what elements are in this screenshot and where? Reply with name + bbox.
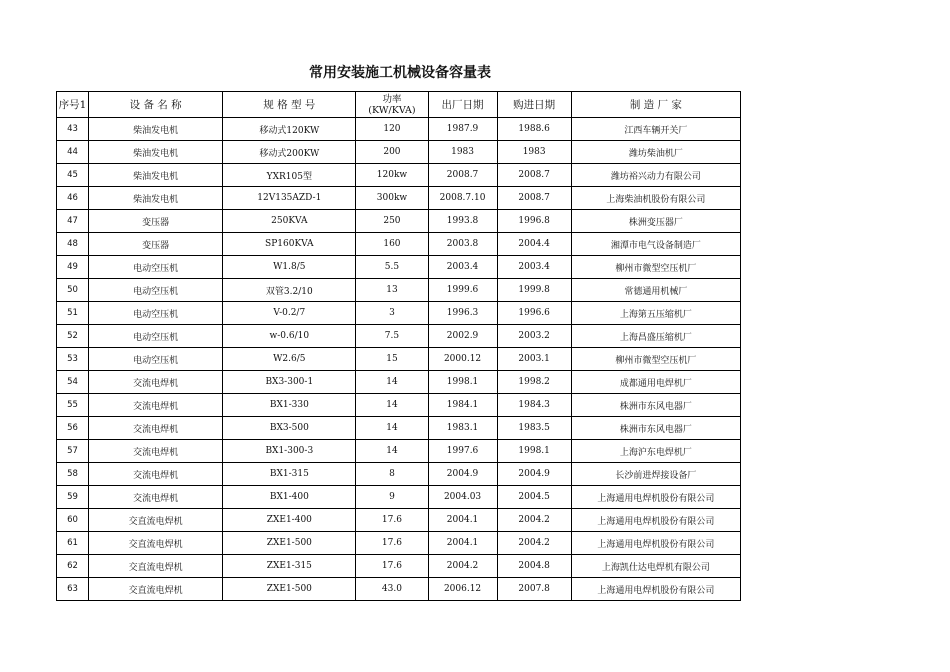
cell-model: 12V135AZD-1 (223, 187, 356, 210)
cell-buy-date: 2004.2 (497, 509, 571, 532)
cell-maker: 上海昌盛压缩机厂 (571, 325, 740, 348)
cell-mfg-date: 2003.4 (428, 256, 497, 279)
cell-power: 17.6 (356, 555, 428, 578)
cell-power: 3 (356, 302, 428, 325)
cell-seq: 59 (57, 486, 89, 509)
cell-mfg-date: 1996.3 (428, 302, 497, 325)
cell-model: ZXE1-500 (223, 578, 356, 601)
cell-maker: 株洲市东风电器厂 (571, 417, 740, 440)
cell-maker: 柳州市微型空压机厂 (571, 348, 740, 371)
table-row (57, 187, 741, 210)
cell-maker: 株洲市东风电器厂 (571, 394, 740, 417)
cell-power: 120 (356, 118, 428, 141)
cell-name: 电动空压机 (89, 348, 223, 371)
table-row (57, 279, 741, 302)
table-header-row (57, 92, 741, 118)
cell-maker: 成都通用电焊机厂 (571, 371, 740, 394)
table-row (57, 164, 741, 187)
cell-buy-date: 2004.2 (497, 532, 571, 555)
cell-mfg-date: 2006.12 (428, 578, 497, 601)
cell-power: 160 (356, 233, 428, 256)
cell-seq: 48 (57, 233, 89, 256)
cell-model: YXR105型 (223, 164, 356, 187)
cell-model: SP160KVA (223, 233, 356, 256)
cell-mfg-date: 1998.1 (428, 371, 497, 394)
cell-seq: 46 (57, 187, 89, 210)
cell-buy-date: 2003.2 (497, 325, 571, 348)
table-row (57, 233, 741, 256)
cell-mfg-date: 2002.9 (428, 325, 497, 348)
cell-mfg-date: 2000.12 (428, 348, 497, 371)
cell-name: 交流电焊机 (89, 463, 223, 486)
cell-buy-date: 2004.9 (497, 463, 571, 486)
cell-model: 移动式120KW (223, 118, 356, 141)
header-seq: 序号1 (57, 92, 89, 118)
cell-name: 电动空压机 (89, 325, 223, 348)
cell-maker: 上海通用电焊机股份有限公司 (571, 532, 740, 555)
header-name: 设 备 名 称 (89, 92, 223, 118)
cell-seq: 61 (57, 532, 89, 555)
header-buy-date: 购进日期 (497, 92, 571, 118)
cell-name: 交直流电焊机 (89, 555, 223, 578)
cell-model: BX1-300-3 (223, 440, 356, 463)
cell-power: 13 (356, 279, 428, 302)
cell-name: 变压器 (89, 210, 223, 233)
header-mfg-date: 出厂日期 (428, 92, 497, 118)
cell-seq: 45 (57, 164, 89, 187)
table-row (57, 302, 741, 325)
cell-maker: 江西车辆开关厂 (571, 118, 740, 141)
cell-power: 250 (356, 210, 428, 233)
cell-power: 43.0 (356, 578, 428, 601)
cell-mfg-date: 1983.1 (428, 417, 497, 440)
cell-name: 电动空压机 (89, 279, 223, 302)
cell-maker: 常德通用机械厂 (571, 279, 740, 302)
header-maker: 制 造 厂 家 (571, 92, 740, 118)
page-title: 常用安装施工机械设备容量表 (309, 65, 491, 81)
cell-mfg-date: 2004.1 (428, 509, 497, 532)
cell-mfg-date: 1997.6 (428, 440, 497, 463)
table-row (57, 210, 741, 233)
cell-mfg-date: 2004.03 (428, 486, 497, 509)
cell-buy-date: 1996.8 (497, 210, 571, 233)
cell-seq: 47 (57, 210, 89, 233)
cell-seq: 44 (57, 141, 89, 164)
cell-buy-date: 2008.7 (497, 187, 571, 210)
cell-mfg-date: 2004.9 (428, 463, 497, 486)
cell-maker: 潍坊柴油机厂 (571, 141, 740, 164)
table-row (57, 394, 741, 417)
cell-model: ZXE1-315 (223, 555, 356, 578)
header-power (356, 92, 428, 118)
cell-name: 柴油发电机 (89, 118, 223, 141)
cell-model: ZXE1-500 (223, 532, 356, 555)
cell-seq: 56 (57, 417, 89, 440)
cell-seq: 62 (57, 555, 89, 578)
cell-mfg-date: 2004.1 (428, 532, 497, 555)
cell-buy-date: 2003.4 (497, 256, 571, 279)
table-row (57, 440, 741, 463)
cell-seq: 55 (57, 394, 89, 417)
cell-power: 5.5 (356, 256, 428, 279)
cell-buy-date: 1998.1 (497, 440, 571, 463)
table-row (57, 486, 741, 509)
table-row (57, 463, 741, 486)
cell-seq: 53 (57, 348, 89, 371)
cell-power: 17.6 (356, 509, 428, 532)
cell-power: 14 (356, 440, 428, 463)
table-row (57, 256, 741, 279)
cell-buy-date: 2004.4 (497, 233, 571, 256)
cell-mfg-date: 1983 (428, 141, 497, 164)
table-row (57, 371, 741, 394)
cell-name: 柴油发电机 (89, 164, 223, 187)
cell-maker: 湘潭市电气设备制造厂 (571, 233, 740, 256)
cell-model: BX3-500 (223, 417, 356, 440)
cell-buy-date: 1983 (497, 141, 571, 164)
cell-maker: 上海沪东电焊机厂 (571, 440, 740, 463)
cell-maker: 上海通用电焊机股份有限公司 (571, 578, 740, 601)
cell-seq: 63 (57, 578, 89, 601)
cell-name: 交直流电焊机 (89, 578, 223, 601)
cell-buy-date: 1984.3 (497, 394, 571, 417)
cell-mfg-date: 1984.1 (428, 394, 497, 417)
table-row (57, 532, 741, 555)
header-power-line1: 功率 (382, 93, 402, 105)
cell-power: 14 (356, 394, 428, 417)
cell-mfg-date: 1993.8 (428, 210, 497, 233)
cell-model: 双管3.2/10 (223, 279, 356, 302)
cell-seq: 54 (57, 371, 89, 394)
table-row (57, 578, 741, 601)
cell-power: 17.6 (356, 532, 428, 555)
table-row (57, 417, 741, 440)
cell-mfg-date: 2008.7 (428, 164, 497, 187)
cell-name: 交流电焊机 (89, 394, 223, 417)
cell-mfg-date: 2008.7.10 (428, 187, 497, 210)
cell-maker: 潍坊裕兴动力有限公司 (571, 164, 740, 187)
header-model: 规 格 型 号 (223, 92, 356, 118)
cell-seq: 52 (57, 325, 89, 348)
cell-maker: 上海通用电焊机股份有限公司 (571, 509, 740, 532)
cell-seq: 51 (57, 302, 89, 325)
cell-name: 电动空压机 (89, 256, 223, 279)
cell-name: 交直流电焊机 (89, 509, 223, 532)
cell-buy-date: 2007.8 (497, 578, 571, 601)
cell-power: 15 (356, 348, 428, 371)
cell-mfg-date: 2003.8 (428, 233, 497, 256)
cell-power: 9 (356, 486, 428, 509)
table-row (57, 118, 741, 141)
table-row (57, 348, 741, 371)
cell-power: 200 (356, 141, 428, 164)
cell-name: 柴油发电机 (89, 141, 223, 164)
cell-buy-date: 1988.6 (497, 118, 571, 141)
cell-model: 250KVA (223, 210, 356, 233)
table-row (57, 509, 741, 532)
cell-seq: 58 (57, 463, 89, 486)
cell-maker: 柳州市微型空压机厂 (571, 256, 740, 279)
cell-model: BX1-315 (223, 463, 356, 486)
table-row (57, 555, 741, 578)
cell-model: ZXE1-400 (223, 509, 356, 532)
cell-name: 柴油发电机 (89, 187, 223, 210)
cell-name: 交流电焊机 (89, 440, 223, 463)
cell-buy-date: 2004.8 (497, 555, 571, 578)
cell-maker: 长沙前进焊接设备厂 (571, 463, 740, 486)
cell-model: BX1-400 (223, 486, 356, 509)
cell-mfg-date: 2004.2 (428, 555, 497, 578)
cell-mfg-date: 1999.6 (428, 279, 497, 302)
cell-maker: 上海第五压缩机厂 (571, 302, 740, 325)
cell-maker: 上海通用电焊机股份有限公司 (571, 486, 740, 509)
cell-buy-date: 2008.7 (497, 164, 571, 187)
cell-maker: 上海柴油机股份有限公司 (571, 187, 740, 210)
table-row (57, 325, 741, 348)
table-body (57, 118, 741, 601)
cell-model: BX3-300-1 (223, 371, 356, 394)
cell-maker: 上海凯仕达电焊机有限公司 (571, 555, 740, 578)
cell-maker: 株洲变压器厂 (571, 210, 740, 233)
cell-seq: 57 (57, 440, 89, 463)
cell-model: W2.6/5 (223, 348, 356, 371)
cell-name: 交流电焊机 (89, 486, 223, 509)
header-power-line2: (KW/KVA) (368, 104, 416, 116)
cell-buy-date: 1998.2 (497, 371, 571, 394)
cell-name: 电动空压机 (89, 302, 223, 325)
cell-seq: 60 (57, 509, 89, 532)
cell-power: 7.5 (356, 325, 428, 348)
cell-model: w-0.6/10 (223, 325, 356, 348)
cell-seq: 49 (57, 256, 89, 279)
cell-model: BX1-330 (223, 394, 356, 417)
cell-power: 8 (356, 463, 428, 486)
cell-seq: 43 (57, 118, 89, 141)
cell-name: 交直流电焊机 (89, 532, 223, 555)
cell-power: 14 (356, 371, 428, 394)
cell-name: 交流电焊机 (89, 417, 223, 440)
cell-power: 120kw (356, 164, 428, 187)
cell-seq: 50 (57, 279, 89, 302)
cell-model: 移动式200KW (223, 141, 356, 164)
cell-buy-date: 2004.5 (497, 486, 571, 509)
cell-buy-date: 1983.5 (497, 417, 571, 440)
cell-mfg-date: 1987.9 (428, 118, 497, 141)
cell-name: 交流电焊机 (89, 371, 223, 394)
cell-power: 300kw (356, 187, 428, 210)
cell-model: W1.8/5 (223, 256, 356, 279)
cell-name: 变压器 (89, 233, 223, 256)
cell-buy-date: 1999.8 (497, 279, 571, 302)
cell-power: 14 (356, 417, 428, 440)
table-row (57, 141, 741, 164)
equipment-table (56, 91, 741, 601)
cell-buy-date: 2003.1 (497, 348, 571, 371)
cell-model: V-0.2/7 (223, 302, 356, 325)
cell-buy-date: 1996.6 (497, 302, 571, 325)
